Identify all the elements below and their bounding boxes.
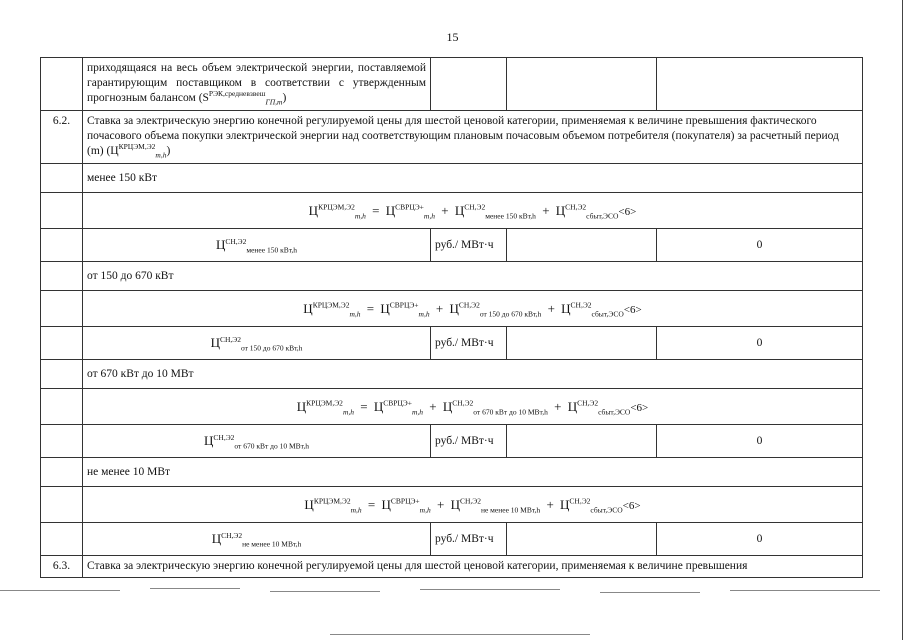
category-label: от 670 кВт до 10 МВт — [83, 360, 863, 389]
price-value: 0 — [657, 229, 863, 262]
row-number-cell — [41, 487, 83, 523]
price-value: 0 — [657, 425, 863, 458]
scan-artifact-lines — [0, 588, 905, 640]
table-row-label — [41, 262, 863, 291]
row-number-cell — [41, 389, 83, 425]
table-row-6-3 — [41, 556, 863, 578]
formula: $Ц^{КРЦЭМ,Э2}_{m,h} = Ц^{СВРЦЭ+}_{m,h} + Ц^{СН,Э2}_{от 670 кВт до 10 МВт,h} + Ц^{СН,Э2}_{сбыт,ЭСО}<6>$ — [83, 389, 863, 425]
row-number-cell — [41, 425, 83, 458]
formula: $Ц^{КРЦЭМ,Э2}_{m,h} = Ц^{СВРЦЭ+}_{m,h} + Ц^{СН,Э2}_{от 150 до 670 кВт,h} + Ц^{СН,Э2}_{сбыт,ЭСО}<6>$ — [83, 291, 863, 327]
row-number-cell — [41, 458, 83, 487]
price-value: 0 — [657, 523, 863, 556]
unit-label: руб./ МВт·ч — [431, 523, 507, 556]
row-6-2-description: Ставка за электрическую энергию конечной регулируемой цены для шестой ценовой категории, применяемая к величине превышения фактического почасового объема покупки электрической энергии над соответствующим плановым почасовым объемом потребителя (покупателя) за расчетный период (m) $(Ц^{КРЦЭМ,Э2}_{m,h})$ — [83, 111, 863, 164]
footnote-ref: <6> — [623, 304, 642, 316]
formula: $Ц^{КРЦЭМ,Э2}_{m,h} = Ц^{СВРЦЭ+}_{m,h} + Ц^{СН,Э2}_{не менее 10 МВт,h} + Ц^{СН,Э2}_{сбыт,ЭСО}<6>$ — [83, 487, 863, 523]
page-number: 15 — [446, 30, 459, 44]
table-row-label — [41, 458, 863, 487]
row-number-cell — [41, 164, 83, 193]
row-6-3-description: Ставка за электрическую энергию конечной регулируемой цены для шестой ценовой категории, применяемая к величине превышения — [83, 556, 863, 578]
page-edge-line — [902, 0, 903, 640]
footnote-ref: <6> — [622, 500, 641, 512]
table-row-value — [41, 229, 863, 262]
empty-cell — [507, 58, 657, 111]
footnote-ref: <6> — [618, 206, 637, 218]
price-symbol: $Ц^{СН,Э2}_{от 670 кВт до 10 МВт,h}$ — [83, 425, 431, 458]
row-number-cell — [41, 193, 83, 229]
row-number-cell — [41, 262, 83, 291]
empty-cell — [507, 425, 657, 458]
row-number-cell — [41, 229, 83, 262]
price-symbol: $Ц^{СН,Э2}_{менее 150 кВт,h}$ — [83, 229, 431, 262]
price-symbol: $Ц^{СН,Э2}_{от 150 до 670 кВт,h}$ — [83, 327, 431, 360]
row-number-cell — [41, 360, 83, 389]
table-row-value — [41, 523, 863, 556]
table-row-label — [41, 360, 863, 389]
table-row-value — [41, 327, 863, 360]
empty-cell — [507, 327, 657, 360]
row-number-cell — [41, 327, 83, 360]
unit-label: руб./ МВт·ч — [431, 327, 507, 360]
unit-cell — [431, 58, 507, 111]
unit-label: руб./ МВт·ч — [431, 425, 507, 458]
category-label: менее 150 кВт — [83, 164, 863, 193]
table-row-6-2 — [41, 111, 863, 164]
empty-cell — [507, 523, 657, 556]
formula: $Ц^{КРЦЭМ,Э2}_{m,h} = Ц^{СВРЦЭ+}_{m,h} + Ц^{СН,Э2}_{менее 150 кВт,h} + Ц^{СН,Э2}_{сбыт,ЭСО}<6>$ — [83, 193, 863, 229]
table-row-label — [41, 164, 863, 193]
value-cell — [657, 58, 863, 111]
table-row-value — [41, 425, 863, 458]
footnote-ref: <6> — [630, 402, 649, 414]
row-number: 6.3. — [41, 556, 83, 578]
table-row-formula — [41, 389, 863, 425]
row-number-cell — [41, 523, 83, 556]
row-number-cell — [41, 291, 83, 327]
table-row-continuation — [41, 58, 863, 111]
row-number-cell — [41, 58, 83, 111]
table-row-formula — [41, 487, 863, 523]
category-label: не менее 10 МВт — [83, 458, 863, 487]
price-symbol: $Ц^{СН,Э2}_{не менее 10 МВт,h}$ — [83, 523, 431, 556]
table-row-formula — [41, 193, 863, 229]
empty-cell — [507, 229, 657, 262]
category-label: от 150 до 670 кВт — [83, 262, 863, 291]
tariff-table — [40, 57, 863, 578]
unit-label: руб./ МВт·ч — [431, 229, 507, 262]
table-row-formula — [41, 291, 863, 327]
row-number: 6.2. — [41, 111, 83, 164]
continuation-text: приходящаяся на весь объем электрической энергии, поставляемой гарантирующим поставщиком в соответствии с утвержденным прогнозным балансом $(S^{РЭК,средневзвеш}_{ГП,m})$ — [83, 58, 431, 111]
price-value: 0 — [657, 327, 863, 360]
